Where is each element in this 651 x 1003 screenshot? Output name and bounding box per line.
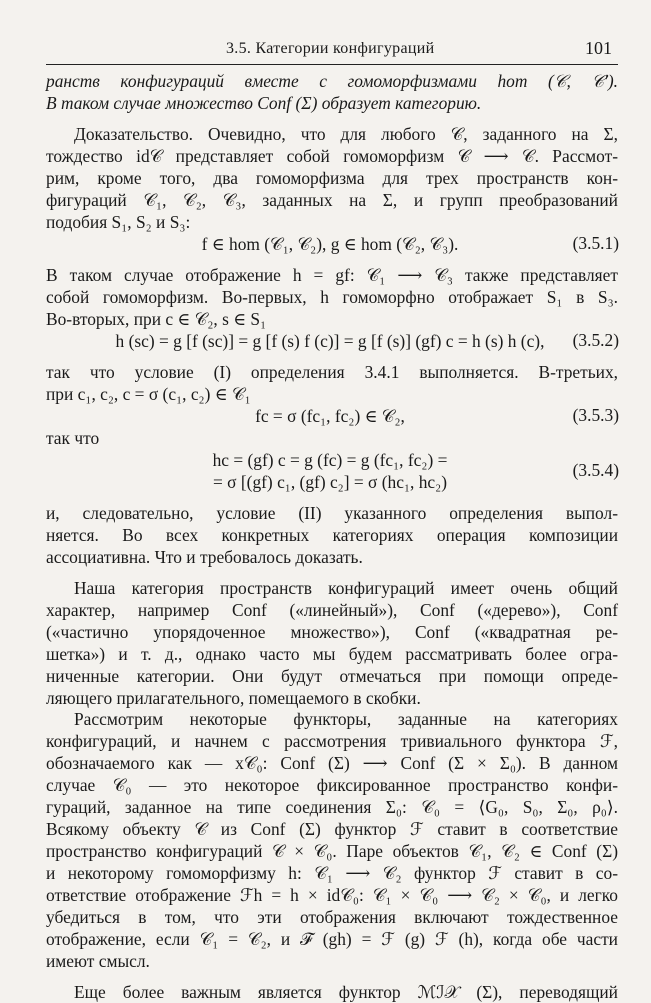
equation-number: (3.5.1) <box>572 233 619 253</box>
text-line: няется. Во всех конкретных категориях операция композиции <box>46 525 618 545</box>
page-number: 101 <box>585 38 612 58</box>
text-line: ответствие отображение ℱh = h × id𝒞₀: 𝒞₁ × 𝒞₀ ⟶ 𝒞₂ × 𝒞₀, и легко <box>46 885 618 905</box>
text-line: подобия S₁, S₂ и S₃: <box>46 212 191 232</box>
equation-line: fc = σ (fc₁, fc₂) ∈ 𝒞₂, <box>255 406 405 426</box>
text-line: Всякому объекту 𝒞 из Conf (Σ) функтор ℱ ставит в соответствие <box>46 819 618 839</box>
text-line: Доказательство. Очевидно, что для любого 𝒞, заданного на Σ, <box>74 124 618 144</box>
text-line: собой гомоморфизм. Во-первых, h гомоморфно отображает S₁ в S₃. <box>46 287 618 307</box>
text-line: Еще более важным является функтор ℳℐ𝒳 (Σ), переводящий <box>74 982 618 1002</box>
equation-line: f ∈ hom (𝒞₁, 𝒞₂), g ∈ hom (𝒞₂, 𝒞₃). <box>201 234 459 254</box>
equation-number: (3.5.4) <box>572 460 619 480</box>
equation-line: = σ [(gf) c₁, (gf) c₂] = σ (hc₁, hc₂) <box>212 472 447 492</box>
text-line: ниченные категории. Они будут отмечаться при помощи опреде- <box>46 666 618 686</box>
text-line: («частично упорядоченное множество»), Conf («квадратная ре- <box>46 622 618 642</box>
text-line: Во-вторых, при c ∈ 𝒞₂, s ∈ S₁ <box>46 309 267 329</box>
equation-number: (3.5.3) <box>572 405 619 425</box>
equation-line: hc = (gf) c = g (fc) = g (fc₁, fc₂) = <box>212 450 448 470</box>
text-line: обозначаемого как — x𝒞₀: Conf (Σ) ⟶ Conf (Σ × Σ₀). В данном <box>46 753 618 773</box>
equation-line: h (sc) = g [f (sc)] = g [f (s) f (c)] = g [f (s)] (gf) c = h (s) h (c), <box>115 331 545 351</box>
text-line: ляющего прилагательного, помещаемого в скобки. <box>46 688 421 708</box>
text-line: Рассмотрим некоторые функторы, заданные на категориях <box>74 709 618 729</box>
text-line: имеют смысл. <box>46 951 150 971</box>
text-line: убедиться в том, что эти отображения включают тождественное <box>46 907 618 927</box>
text-line: ассоциативна. Что и требовалось доказать. <box>46 547 363 567</box>
text-line: гураций, заданное на типе соединения Σ₀: 𝒞₀ = ⟨G₀, S₀, Σ₀, ρ₀⟩. <box>46 797 618 817</box>
text-line: фигураций 𝒞₁, 𝒞₂, 𝒞₃, заданных на Σ, и групп преобразований <box>46 190 618 210</box>
text-line: при c₁, c₂, c = σ (c₁, c₂) ∈ 𝒞₁ <box>46 384 251 404</box>
text-line: Наша категория пространств конфигураций имеет очень общий <box>74 578 618 598</box>
text-line: В таком случае отображение h = gf: 𝒞₁ ⟶ 𝒞₃ также представляет <box>46 265 618 285</box>
text-line: так что условие (I) определения 3.4.1 выполняется. В-третьих, <box>46 362 618 382</box>
text-line: характер, например Conf («линейный»), Conf («дерево»), Conf <box>46 600 618 620</box>
text-line: тождество id𝒞 представляет собой гомоморфизм 𝒞 ⟶ 𝒞. Рассмот- <box>46 146 618 166</box>
text-line: шетка») и т. д., однако часто мы будем рассматривать более огра- <box>46 644 618 664</box>
text-line: отображение, если 𝒞₁ = 𝒞₂, и ℱ (gh) = ℱ (g) ℱ (h), когда обе части <box>46 929 618 949</box>
text-line: ранств конфигураций вместе с гомоморфизмами hom (𝒞, 𝒞′). <box>46 71 618 91</box>
text-line: конфигураций, и начнем с рассмотрения тривиального функтора ℱ, <box>46 731 618 751</box>
section-title: 3.5. Категории конфигураций <box>226 40 435 57</box>
text-line: рим, кроме того, два гомоморфизма для трех пространств кон- <box>46 168 618 188</box>
text-line: В таком случае множество Conf (Σ) образует категорию. <box>46 93 482 113</box>
text-line: и некоторому гомоморфизму h: 𝒞₁ ⟶ 𝒞₂ функтор ℱ ставит в со- <box>46 863 618 883</box>
text-line: так что <box>46 428 100 448</box>
text-line: пространство конфигураций 𝒞 × 𝒞₀. Паре объектов 𝒞₁, 𝒞₂ ∈ Conf (Σ) <box>46 841 618 861</box>
text-line: случае 𝒞₀ — это некоторое фиксированное пространство конфи- <box>46 775 618 795</box>
equation-number: (3.5.2) <box>572 330 619 350</box>
header-rule <box>46 64 618 65</box>
running-header <box>46 38 618 62</box>
text-line: и, следовательно, условие (II) указанного определения выпол- <box>46 503 618 523</box>
